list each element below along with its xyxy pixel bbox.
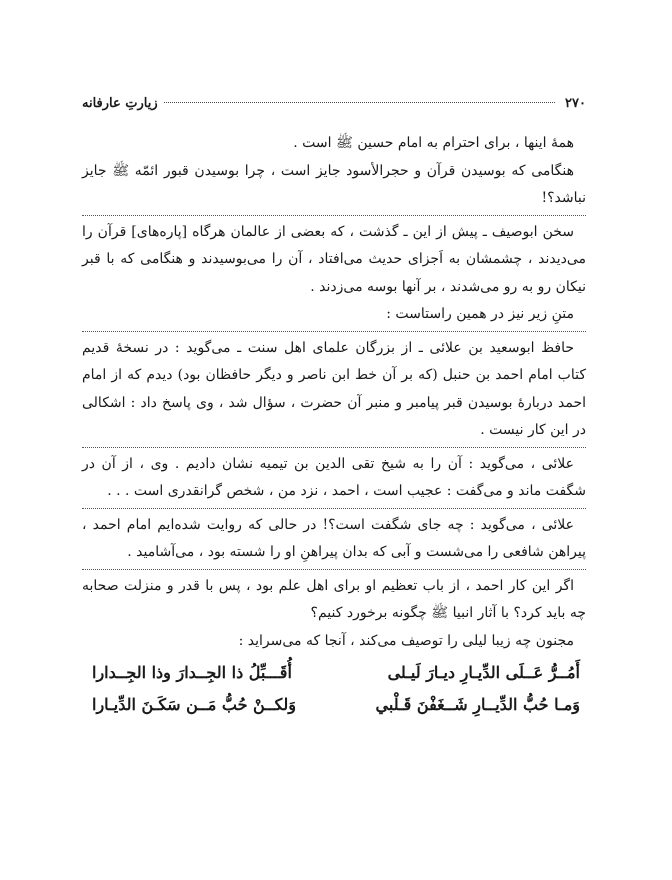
- paragraph-separator: [82, 447, 586, 448]
- poem-hemistich: وَلكــنْ حُبُّ مَــن سَكَـنَ الدِّيـارا: [92, 695, 297, 714]
- page-number: ۲۷۰: [565, 96, 586, 111]
- dotted-leader: [164, 102, 555, 103]
- paragraph: اگر این کار احمد ، از باب تعظیم او برای اهل علم بود ، پس با قدر و منزلت صحابه چه باید کرد؟ با آثار انبیا ﷺ چگونه برخورد کنیم؟: [82, 577, 586, 621]
- paragraph: علائی ، می‌گوید : آن را به شیخ تقی الدین بن تیمیه نشان دادیم . وی ، از آن در شگفت ماند و می‌گفت : عجیب است ، احمد ، نزد من ، شخص گرانقدری است . . .: [82, 455, 586, 499]
- page-body: [82, 130, 586, 721]
- poem-hemistich: أَمُــرُّ عَــلَى الدِّيـارِ ديـارَ لَيـلى: [387, 663, 580, 682]
- running-title: زیارتِ عارفانه: [82, 96, 158, 111]
- poem-verse: [82, 657, 586, 689]
- paragraph: همهٔ اینها ، برای احترام به امام حسین ﷺ است .: [293, 135, 574, 151]
- poem: [82, 657, 586, 721]
- paragraph-separator: [82, 508, 586, 509]
- paragraph-separator: [82, 215, 586, 216]
- paragraph: هنگامی که بوسیدن قرآن و حجرالأسود جایز است ، چرا بوسیدن قبور ائمّه ﷺ جایز نباشد؟!: [82, 162, 586, 206]
- poem-verse: [82, 689, 586, 721]
- paragraph: متنِ زیر نیز در همین راستاست :: [386, 306, 574, 322]
- paragraph-separator: [82, 331, 586, 332]
- paragraph: سخن ابوصیف ـ پیش از این ـ گذشت ، که بعضی از عالمان هرگاه [پاره‌های] قرآن را می‌دیدند ، چشمشان به اَجزای حدیث می‌افتاد ، آن را می‌بوسیدند و هنگامی که با قبر نیکان رو به رو می‌شدند ، بر آنها بوسه می‌زدند .: [82, 223, 586, 295]
- paragraph: حافظ ابوسعید بن علائی ـ از بزرگان علمای اهل سنت ـ می‌گوید : در نسخهٔ قدیم کتاب امام احمد بن حنبل (که بر آن خط ابن ناصر و دیگر حافظان بود) دیدم که از امام احمد دربارهٔ بوسیدن قبر پیامبر و منبر آن حضرت ، سؤال شد ، وی پاسخ داد : اشکالی در این کار نیست .: [82, 339, 586, 438]
- page-header: [82, 96, 586, 111]
- poem-hemistich: أُقَـــبِّلُ ذا الجِــدارَ وذا الجِــدارا: [92, 663, 292, 682]
- poem-hemistich: وَمـا حُبُّ الدِّيــارِ شَــغَفْنَ قَـلْبي: [375, 695, 580, 714]
- paragraph: علائی ، می‌گوید : چه جای شگفت است؟! در حالی که روایت شده‌ایم امام احمد ، پیراهن شافعی را می‌شست و آبی که بدان پیراهنِ او را شسته بود ، می‌آشامید .: [82, 516, 586, 560]
- paragraph-separator: [82, 569, 586, 570]
- paragraph: مجنون چه زیبا لیلی را توصیف می‌کند ، آنجا که می‌سراید :: [238, 632, 574, 649]
